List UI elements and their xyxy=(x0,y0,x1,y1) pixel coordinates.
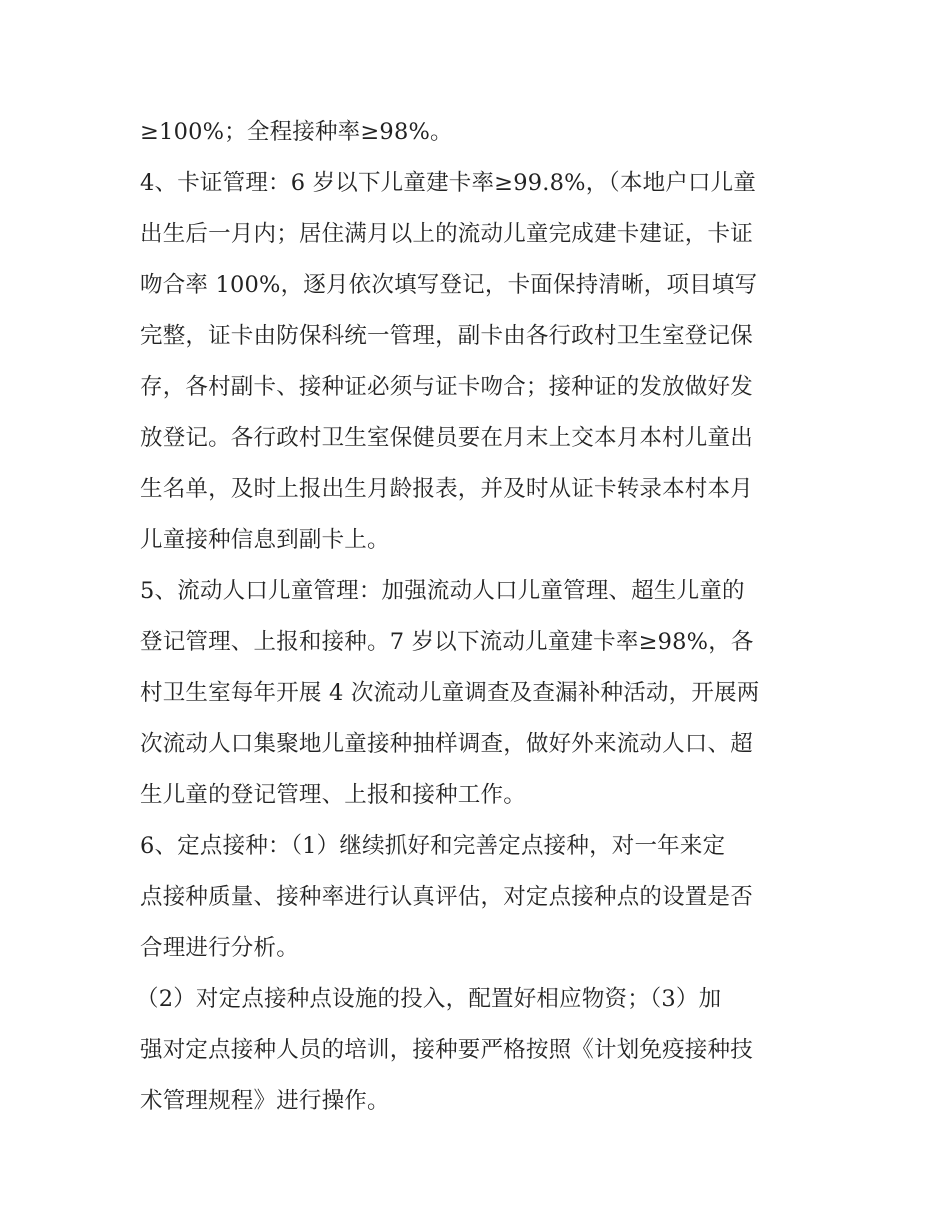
text-line: 术管理规程》进行操作。 xyxy=(140,1088,390,1114)
text-line: 放登记。各行政村卫生室保健员要在月末上交本月本村儿童出 xyxy=(140,425,753,451)
text-line: ≥100%；全程接种率≥98%。 xyxy=(140,119,453,145)
text-line: 生名单，及时上报出生月龄报表，并及时从证卡转录本村本月 xyxy=(140,476,753,502)
text-line: 生儿童的登记管理、上报和接种工作。 xyxy=(140,782,526,808)
text-line: 5、流动人口儿童管理：加强流动人口儿童管理、超生儿童的 xyxy=(140,578,745,604)
document-body xyxy=(136,107,815,1127)
text-line: 6、定点接种：（1）继续抓好和完善定点接种，对一年来定 xyxy=(140,833,726,859)
text-line: 存，各村副卡、接种证必须与证卡吻合；接种证的发放做好发 xyxy=(140,374,753,400)
text-line: 完整，证卡由防保科统一管理，副卡由各行政村卫生室登记保 xyxy=(140,323,753,349)
text-line: 合理进行分析。 xyxy=(140,935,299,961)
text-line: （2）对定点接种点设施的投入，配置好相应物资；（3）加 xyxy=(136,986,722,1012)
text-line: 村卫生室每年开展 4 次流动儿童调查及查漏补种活动，开展两 xyxy=(140,680,760,706)
text-line: 登记管理、上报和接种。7 岁以下流动儿童建卡率≥98%，各 xyxy=(140,629,754,655)
text-line: 次流动人口集聚地儿童接种抽样调查，做好外来流动人口、超 xyxy=(140,731,753,757)
text-line: 出生后一月内；居住满月以上的流动儿童完成建卡建证，卡证 xyxy=(140,221,753,247)
text-line: 吻合率 100%，逐月依次填写登记，卡面保持清晰，项目填写 xyxy=(140,272,758,298)
text-line: 强对定点接种人员的培训，接种要严格按照《计划免疫接种技 xyxy=(140,1037,753,1063)
text-line: 儿童接种信息到副卡上。 xyxy=(140,527,390,553)
text-line: 点接种质量、接种率进行认真评估，对定点接种点的设置是否 xyxy=(140,884,753,910)
text-line: 4、卡证管理：6 岁以下儿童建卡率≥99.8%，（本地户口儿童 xyxy=(140,170,757,196)
